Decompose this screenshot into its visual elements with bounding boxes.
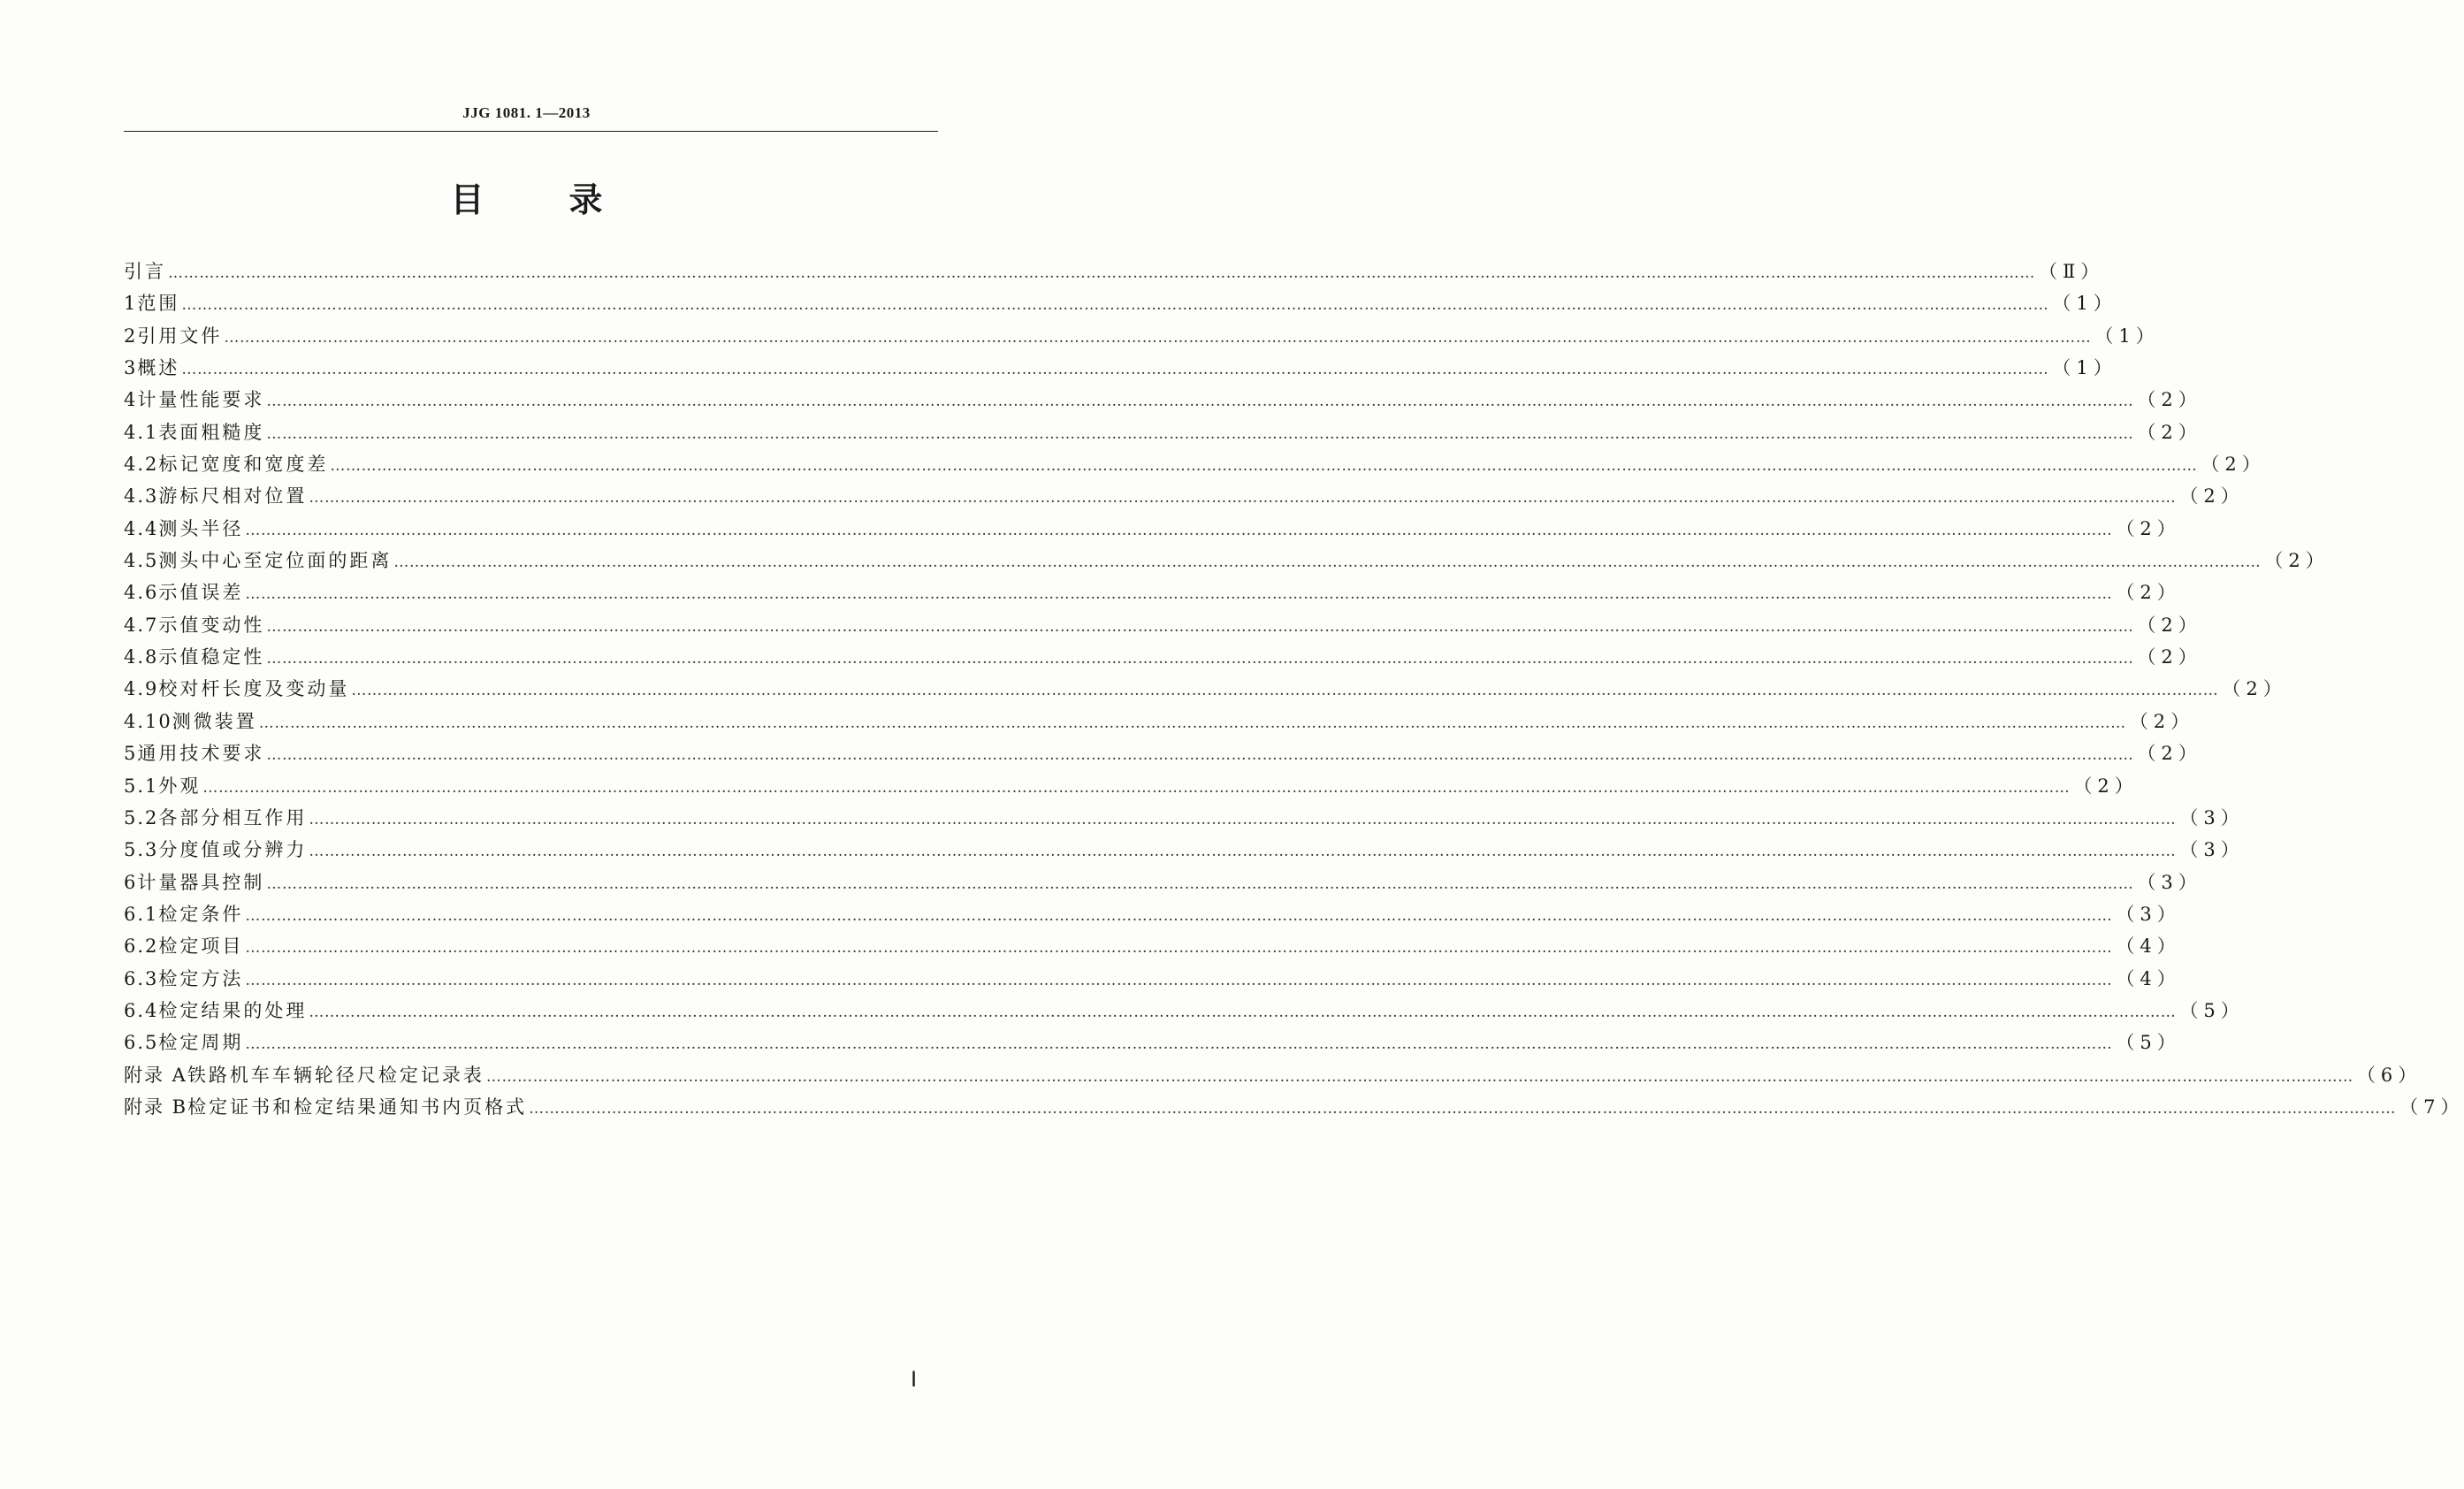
toc-entry[interactable] [124, 1091, 2464, 1123]
toc-entry[interactable] [124, 867, 2202, 898]
toc-leader-dots: ……………………………………………………………………………………………………………………………………………………………………………………………………………………………………………………………………………………………………………………………… [224, 328, 2092, 347]
toc-entry-number: 3 [124, 357, 138, 379]
toc-entry-label: 检定结果的处理 [158, 999, 308, 1021]
toc-entry-page: （2） [2137, 614, 2202, 636]
toc-entry-page: （Ⅱ） [2039, 261, 2105, 282]
toc-leader-dots: ……………………………………………………………………………………………………………………………………………………………………………………………………………………………………………………………………………………………………………………………… [245, 906, 2113, 925]
toc-entry-number: 4.1 [124, 421, 159, 443]
toc-entry-number: 5 [124, 743, 138, 765]
toc-entry-label: 测头中心至定位面的距离 [158, 550, 393, 572]
toc-entry[interactable] [124, 416, 2202, 448]
toc-entry[interactable] [124, 545, 2330, 577]
toc-entry[interactable] [124, 480, 2245, 512]
toc-entry-page: （2） [2137, 389, 2202, 411]
toc-leader-dots: ……………………………………………………………………………………………………………………………………………………………………………………………………………………………………………………………………………………………………………………………… [330, 457, 2198, 476]
toc-leader-dots: ……………………………………………………………………………………………………………………………………………………………………………………………………………………………………………………………………………………………………………………………… [202, 778, 2071, 797]
toc-entry-page: （3） [2179, 839, 2245, 861]
toc-entry-number: 4.2 [124, 454, 159, 476]
toc-entry-number: 6 [124, 871, 138, 893]
toc-entry-number: 5.1 [124, 775, 159, 797]
toc-leader-dots: ……………………………………………………………………………………………………………………………………………………………………………………………………………………………………………………………………………………………………………………………… [266, 746, 2134, 765]
toc-entry-page: （1） [2052, 293, 2117, 315]
toc-leader-dots: ……………………………………………………………………………………………………………………………………………………………………………………………………………………………………………………………………………………………………………………………… [245, 971, 2113, 989]
toc-entry-page: （3） [2116, 903, 2181, 925]
toc-leader-dots: ……………………………………………………………………………………………………………………………………………………………………………………………………………………………………………………………………………………………………………………………… [181, 361, 2049, 379]
toc-leader-dots: ……………………………………………………………………………………………………………………………………………………………………………………………………………………………………………………………………………………………………………………………… [168, 264, 2035, 282]
toc-entry-label: 测微装置 [172, 710, 257, 732]
toc-entry-label: 引言 [124, 261, 166, 282]
toc-entry-page: （2） [2073, 775, 2139, 797]
toc-leader-dots: ……………………………………………………………………………………………………………………………………………………………………………………………………………………………………………………………………………………………………………………………… [529, 1099, 2397, 1118]
toc-entry-page: （2） [2116, 517, 2181, 539]
page-title-left: 目 [450, 180, 484, 219]
toc-entry-number: 4.7 [124, 614, 159, 636]
header-rule [124, 131, 938, 132]
toc-entry[interactable] [124, 770, 2139, 802]
toc-entry-page: （2） [2201, 454, 2266, 476]
toc-entry-label: 标记宽度和宽度差 [158, 454, 329, 476]
toc-leader-dots: ……………………………………………………………………………………………………………………………………………………………………………………………………………………………………………………………………………………………………………………………… [245, 939, 2113, 958]
toc-entry[interactable] [124, 577, 2181, 608]
toc-entry-page: （1） [2094, 325, 2160, 347]
toc-entry-number: 4.6 [124, 582, 159, 604]
toc-entry-page: （7） [2399, 1096, 2464, 1118]
toc-entry[interactable] [124, 706, 2195, 737]
toc-entry[interactable] [124, 673, 2287, 705]
toc-entry-number: 4.9 [124, 678, 159, 700]
toc-leader-dots: ……………………………………………………………………………………………………………………………………………………………………………………………………………………………………………………………………………………………………………………………… [309, 843, 2177, 861]
page-number: Ⅰ [911, 1369, 918, 1392]
toc-entry-number: 6.2 [124, 935, 159, 958]
toc-entry-number: 4.4 [124, 517, 159, 539]
toc-leader-dots: ……………………………………………………………………………………………………………………………………………………………………………………………………………………………………………………………………………………………………………………………… [309, 489, 2177, 508]
toc-entry-page: （2） [2264, 550, 2330, 572]
toc-entry[interactable] [124, 1027, 2181, 1058]
toc-entry-number: 4.3 [124, 485, 159, 508]
toc-entry-label: 表面粗糙度 [158, 421, 265, 443]
toc-leader-dots: ……………………………………………………………………………………………………………………………………………………………………………………………………………………………………………………………………………………………………………………………… [266, 393, 2134, 411]
toc-entry-label: 引用文件 [137, 325, 223, 347]
toc-entry[interactable] [124, 513, 2181, 545]
toc-entry-number: 6.4 [124, 999, 159, 1021]
toc-entry-number: 4.8 [124, 646, 159, 668]
toc-entry-page: （2） [2137, 421, 2202, 443]
toc-entry-label: 检定条件 [158, 903, 244, 925]
toc-entry[interactable] [124, 1059, 2422, 1091]
toc-entry-label: 游标尺相对位置 [158, 485, 308, 508]
toc-entry-label: 概述 [137, 357, 180, 379]
toc-entry-page: （3） [2179, 806, 2245, 828]
toc-leader-dots: ……………………………………………………………………………………………………………………………………………………………………………………………………………………………………………………………………………………………………………………………… [245, 1035, 2113, 1054]
toc-entry-page: （5） [2179, 999, 2245, 1021]
toc-entry-page: （6） [2356, 1064, 2422, 1086]
toc-entry-label: 分度值或分辨力 [158, 839, 308, 861]
toc-entry-label: 各部分相互作用 [158, 806, 308, 828]
toc-entry[interactable] [124, 898, 2181, 930]
toc-leader-dots: ……………………………………………………………………………………………………………………………………………………………………………………………………………………………………………………………………………………………………………………………… [266, 650, 2134, 668]
toc-entry-page: （2） [2137, 646, 2202, 668]
toc-entry-number: 4 [124, 389, 138, 411]
page-title-right: 录 [568, 180, 603, 219]
toc-leader-dots: ……………………………………………………………………………………………………………………………………………………………………………………………………………………………………………………………………………………………………………………………… [266, 874, 2134, 893]
toc-leader-dots: ……………………………………………………………………………………………………………………………………………………………………………………………………………………………………………………………………………………………………………………………… [309, 810, 2177, 828]
toc-entry-page: （3） [2137, 871, 2202, 893]
toc-entry-page: （4） [2116, 935, 2181, 958]
toc-leader-dots: ……………………………………………………………………………………………………………………………………………………………………………………………………………………………………………………………………………………………………………………………… [266, 617, 2134, 636]
toc-entry-label: 校对杆长度及变动量 [158, 678, 350, 700]
toc-entry-page: （5） [2116, 1032, 2181, 1054]
toc-entry-label: 范围 [137, 293, 180, 315]
toc-entry[interactable] [124, 320, 2160, 352]
toc-entry[interactable] [124, 834, 2245, 866]
toc-entry-number: 1 [124, 293, 138, 315]
toc-entry-number: 4.5 [124, 550, 159, 572]
toc-entry-label: 检定项目 [158, 935, 244, 958]
toc-entry[interactable] [124, 802, 2245, 834]
toc-entry-label: 计量器具控制 [137, 871, 265, 893]
toc-entry-number: 6.1 [124, 903, 159, 925]
toc-entry[interactable] [124, 448, 2266, 480]
toc-leader-dots: ……………………………………………………………………………………………………………………………………………………………………………………………………………………………………………………………………………………………………………………………… [309, 1003, 2177, 1021]
toc-leader-dots: ……………………………………………………………………………………………………………………………………………………………………………………………………………………………………………………………………………………………………………………………… [351, 682, 2219, 700]
toc-entry-number: 6.5 [124, 1032, 159, 1054]
toc-entry-number: 5.3 [124, 839, 159, 861]
toc-leader-dots: ……………………………………………………………………………………………………………………………………………………………………………………………………………………………………………………………………………………………………………………………… [393, 554, 2262, 572]
toc-entry-page: （2） [2137, 743, 2202, 765]
toc-entry[interactable] [124, 930, 2181, 962]
toc-entry-label: 示值误差 [158, 582, 244, 604]
page-title [0, 177, 1053, 223]
toc-entry-page: （2） [2129, 710, 2195, 732]
toc-entry-label: 示值稳定性 [158, 646, 265, 668]
toc-entry-page: （1） [2052, 357, 2117, 379]
toc-entry-label: 检定证书和检定结果通知书内页格式 [187, 1096, 528, 1118]
toc-entry-page: （2） [2179, 485, 2245, 508]
toc-entry-number: 4.10 [124, 710, 172, 732]
toc-entry-number: 附录 B [124, 1096, 188, 1118]
toc-entry-label: 测头半径 [158, 517, 244, 539]
toc-entry-label: 外观 [158, 775, 202, 797]
toc-leader-dots: ……………………………………………………………………………………………………………………………………………………………………………………………………………………………………………………………………………………………………………………………… [266, 424, 2134, 443]
toc-entry[interactable] [124, 737, 2202, 769]
toc-entry-number: 6.3 [124, 967, 159, 989]
toc-leader-dots: ……………………………………………………………………………………………………………………………………………………………………………………………………………………………………………………………………………………………………………………………… [258, 714, 2126, 732]
toc-entry-label: 示值变动性 [158, 614, 265, 636]
toc-entry[interactable] [124, 384, 2202, 416]
toc-entry-label: 检定方法 [158, 967, 244, 989]
toc-entry[interactable] [124, 256, 2105, 287]
toc-entry[interactable] [124, 609, 2202, 641]
toc-leader-dots: ……………………………………………………………………………………………………………………………………………………………………………………………………………………………………………………………………………………………………………………………… [181, 296, 2049, 315]
table-of-contents [124, 256, 2464, 1123]
toc-entry[interactable] [124, 963, 2181, 995]
toc-entry[interactable] [124, 995, 2245, 1027]
toc-entry-page: （2） [2116, 582, 2181, 604]
toc-leader-dots: ……………………………………………………………………………………………………………………………………………………………………………………………………………………………………………………………………………………………………………………………… [485, 1067, 2353, 1086]
toc-entry-label: 计量性能要求 [137, 389, 265, 411]
toc-entry-page: （4） [2116, 967, 2181, 989]
toc-entry-page: （2） [2222, 678, 2287, 700]
toc-leader-dots: ……………………………………………………………………………………………………………………………………………………………………………………………………………………………………………………………………………………………………………………………… [245, 585, 2113, 604]
toc-entry-label: 铁路机车车辆轮径尺检定记录表 [187, 1064, 484, 1086]
toc-entry-label: 通用技术要求 [137, 743, 265, 765]
toc-entry-label: 检定周期 [158, 1032, 244, 1054]
toc-entry[interactable] [124, 641, 2202, 673]
toc-entry-number: 5.2 [124, 806, 159, 828]
toc-entry-number: 2 [124, 325, 138, 347]
toc-leader-dots: ……………………………………………………………………………………………………………………………………………………………………………………………………………………………………………………………………………………………………………………………… [245, 521, 2113, 539]
toc-entry-number: 附录 A [124, 1064, 187, 1086]
standard-code-header: JJG 1081. 1—2013 [462, 104, 591, 121]
toc-entry[interactable] [124, 287, 2117, 319]
toc-entry[interactable] [124, 352, 2117, 384]
